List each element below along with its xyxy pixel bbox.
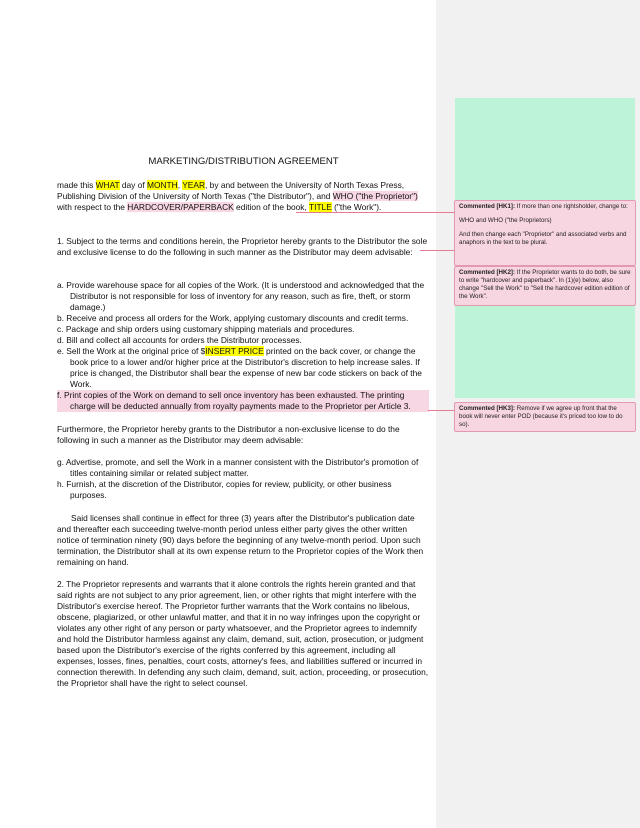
comment-hk1-label: Commented [HK1]:: [459, 203, 516, 210]
who-placeholder[interactable]: WHO ("the Proprietor"): [332, 191, 418, 201]
list-item-c[interactable]: c. Package and ship orders using customary shipping materials and procedures.: [57, 324, 355, 334]
green-block-bottom: [455, 306, 635, 398]
comment-hk3-label: Commented [HK3]:: [459, 405, 516, 412]
comment-hk1-line2: WHO and WHO ("the Proprietors): [459, 217, 552, 224]
section-2-paragraph[interactable]: 2. The Proprietor represents and warrants that it alone controls the rights herein granted and that said rights are not subject to any prior agreement, lien, or other rights that might interfere with the Distributor's exercise hereof. The Proprietor further warrants that the Work contains no libelous, obscene, plagiarized, or other unlawful matter, and that it in no way infringes upon the copyright or violates any other right of any person or party whatsoever, and the Proprietor agrees to indemnify and hold the Distributor harmless against any claim, demand, suit, action, prosecution, or judgment based upon the Distributor's exercise of the rights conferred by this agreement, including all expenses, losses, fines, penalties, court costs, attorney's fees, and liabilities suffered or incurred in connection therewith. In defending any such claim, demand, suit, action, proceeding, or prosecution, the Proprietor shall have the right to select counsel.: [57, 579, 429, 688]
document-title: MARKETING/DISTRIBUTION AGREEMENT: [148, 156, 339, 167]
list-item-f[interactable]: f. Print copies of the Work on demand to sell once inventory has been exhausted. The printing charge will be deducted annually from royalty payments made to the Proprietor per Article 3.: [57, 390, 429, 412]
title-placeholder[interactable]: TITLE: [309, 202, 332, 212]
intro-paragraph[interactable]: made this WHAT day of MONTH, YEAR, by and between the University of North Texas Press, Publishing Division of the University of North Texas ("the Distributor"), and WHO ("the Proprietor") with respect to the HARDCOVER/PAPERBACK edition of the book, TITLE ("the Work").: [57, 180, 418, 212]
what-placeholder[interactable]: WHAT: [95, 180, 120, 190]
list-item-g[interactable]: g. Advertise, promote, and sell the Work in a manner consistent with the Distributor's promotion of titles containing similar or related subject matter.: [57, 457, 419, 478]
comment-hk3[interactable]: Commented [HK3]: Remove if we agree up front that the book will never enter POD (because it's priced too low to do so).: [454, 402, 636, 432]
comment-hk2-label: Commented [HK2]:: [459, 269, 516, 276]
list-item-a[interactable]: a. Provide warehouse space for all copies of the Work. (It is understood and acknowledged that the Distributor is not responsible for loss of inventory for any reason, such as fire, theft, or storm damage.): [57, 280, 425, 312]
comment-anchor-line-2: [420, 250, 454, 251]
month-placeholder[interactable]: MONTH: [147, 180, 178, 190]
comment-hk1[interactable]: Commented [HK1]: If more than one rightsholder, change to: WHO and WHO ("the Proprietors) And then change each "Proprietor" and associated verbs and anaphors in the text to be plural.: [454, 200, 636, 266]
year-placeholder[interactable]: YEAR: [182, 180, 206, 190]
comment-hk2[interactable]: Commented [HK2]: If the Proprietor wants to do both, be sure to write "hardcover and paperback". In (1)(e) below, also change "Sell the Work" to "Sell the hardcover edition edition of the Work".: [454, 266, 636, 306]
green-block-top: [455, 98, 635, 206]
comment-anchor-line-3: [428, 410, 454, 411]
licenses-paragraph[interactable]: Said licenses shall continue in effect for three (3) years after the Distributor's publication date and thereafter each succeeding twelve-month period unless either party gives the other written notice of termination ninety (90) days before the beginning of any twelve-month period. Upon such termination, the Distributor shall at its own expense return to the Proprietor copies of the Work then remaining on hand.: [57, 513, 424, 567]
price-placeholder[interactable]: INSERT PRICE: [205, 346, 264, 356]
format-placeholder[interactable]: HARDCOVER/PAPERBACK: [127, 202, 234, 212]
comment-anchor-line-1: [296, 212, 454, 213]
list-item-b[interactable]: b. Receive and process all orders for the Work, applying customary discounts and credit terms.: [57, 313, 409, 323]
list-item-d[interactable]: d. Bill and collect all accounts for orders the Distributor processes.: [57, 335, 302, 345]
section-1-paragraph[interactable]: 1. Subject to the terms and conditions herein, the Proprietor hereby grants to the Distributor the sole and exclusive license to do the following in such manner as the Distributor may deem advisable:: [57, 236, 428, 257]
list-item-e[interactable]: e. Sell the Work at the original price of $INSERT PRICE printed on the back cover, or change the book price to a lower and/or higher price at the Distributor's discretion to help increase sales. If price is changed, the Distributor shall bear the expense of new bar code stickers on back of the Work.: [57, 346, 422, 389]
comment-hk1-line3: And then change each "Proprietor" and associated verbs and anaphors in the text to be plural.: [459, 231, 627, 246]
furthermore-paragraph[interactable]: Furthermore, the Proprietor hereby grants to the Distributor a non-exclusive license to do the following in such a manner as the Distributor may deem advisable:: [57, 424, 400, 445]
list-item-h[interactable]: h. Furnish, at the discretion of the Distributor, copies for review, publicity, or other business purposes.: [57, 479, 392, 500]
